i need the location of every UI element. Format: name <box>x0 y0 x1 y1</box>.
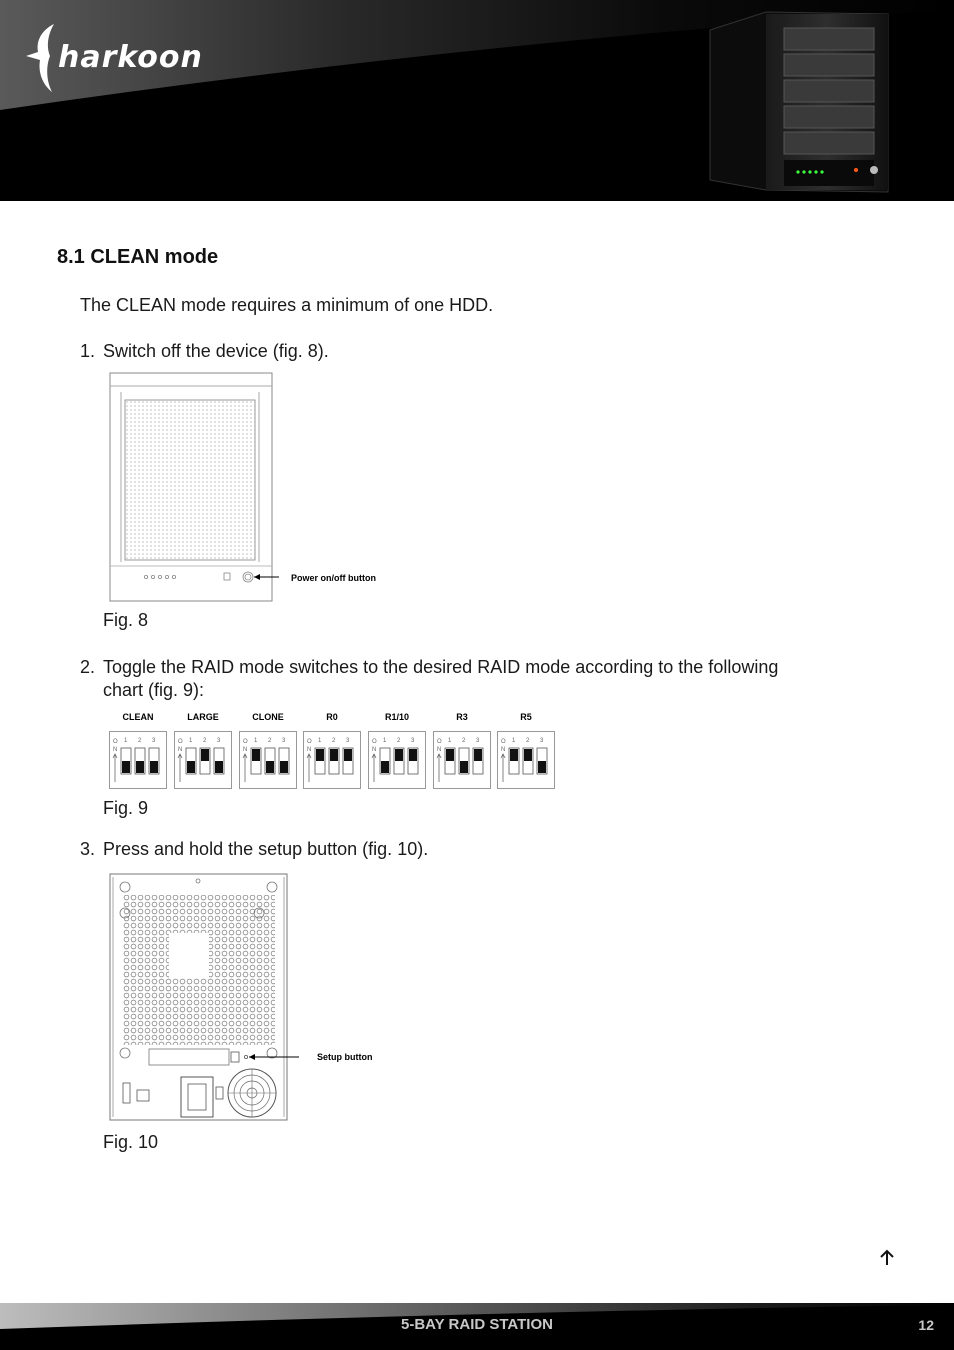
dip-switch-lever <box>280 761 288 773</box>
raid-mode-label: CLEAN <box>122 712 154 722</box>
back-to-top-arrow-icon[interactable] <box>877 1248 897 1268</box>
switch-number: 2 <box>462 738 466 744</box>
on-marker: O <box>243 739 248 745</box>
dip-switch-lever <box>201 749 209 761</box>
on-direction-arrow-icon <box>437 754 441 782</box>
on-marker: O <box>113 739 118 745</box>
on-direction-arrow-icon <box>243 754 247 782</box>
switch-number: 3 <box>152 738 156 744</box>
on-direction-arrow-icon <box>113 754 117 782</box>
on-direction-arrow-icon <box>501 754 505 782</box>
dip-switch-box <box>497 731 555 789</box>
power-button-callout: Power on/off button <box>291 573 376 583</box>
switch-number: 1 <box>383 738 387 744</box>
on-marker: N <box>307 747 312 753</box>
raid-station-product-image <box>706 10 892 196</box>
on-marker: O <box>501 739 506 745</box>
step-text: Press and hold the setup button (fig. 10). <box>103 839 429 859</box>
step-2 <box>80 656 803 702</box>
footer-product-title: 5-BAY RAID STATION <box>401 1316 553 1333</box>
on-direction-arrow-icon <box>178 754 182 782</box>
dip-switch-lever <box>524 749 532 761</box>
page-number: 12 <box>918 1317 934 1333</box>
figure-9-caption: Fig. 9 <box>103 798 149 818</box>
on-marker: N <box>501 747 506 753</box>
on-marker: N <box>243 747 248 753</box>
on-marker: O <box>437 739 442 745</box>
dip-switch-lever <box>381 761 389 773</box>
dip-switch-box <box>303 731 361 789</box>
dip-switch-lever <box>266 761 274 773</box>
switch-number: 3 <box>540 738 544 744</box>
switch-number: 3 <box>282 738 286 744</box>
dip-switch-lever <box>510 749 518 761</box>
dip-switch-lever <box>215 761 223 773</box>
figure-10-device-rear <box>109 873 299 1123</box>
switch-number: 3 <box>346 738 350 744</box>
dip-switch-lever <box>122 761 130 773</box>
step-number: 1. <box>80 341 96 361</box>
dip-switch-box <box>239 731 297 789</box>
on-marker: N <box>178 747 183 753</box>
switch-number: 3 <box>217 738 221 744</box>
switch-number: 1 <box>189 738 193 744</box>
brand-wordmark: harkoon <box>58 40 203 75</box>
switch-number: 2 <box>397 738 401 744</box>
on-direction-arrow-icon <box>307 754 311 782</box>
switch-number: 3 <box>476 738 480 744</box>
figure-8-device-front <box>109 372 279 602</box>
intro-paragraph: The CLEAN mode requires a minimum of one HDD. <box>80 295 494 315</box>
figure-8-caption: Fig. 8 <box>103 610 149 630</box>
switch-number: 1 <box>254 738 258 744</box>
dip-switch-lever <box>460 761 468 773</box>
switch-number: 2 <box>203 738 207 744</box>
raid-mode-label: R1/10 <box>384 712 410 722</box>
dip-switch-lever <box>330 749 338 761</box>
dip-switch-box <box>368 731 426 789</box>
section-title: 8.1 CLEAN mode <box>57 246 219 268</box>
dip-switch-lever <box>316 749 324 761</box>
dip-switch-lever <box>252 749 260 761</box>
page-footer <box>0 1303 954 1350</box>
dip-switch-lever <box>395 749 403 761</box>
on-marker: N <box>113 747 118 753</box>
dip-switch-box <box>433 731 491 789</box>
switch-number: 1 <box>124 738 128 744</box>
step-text: Switch off the device (fig. 8). <box>103 341 329 361</box>
dip-switch-lever <box>136 761 144 773</box>
dip-switch-lever <box>187 761 195 773</box>
raid-mode-label: CLONE <box>252 712 284 722</box>
switch-number: 2 <box>268 738 272 744</box>
switch-number: 2 <box>526 738 530 744</box>
figure-10-caption: Fig. 10 <box>103 1132 159 1152</box>
dip-switch-lever <box>538 761 546 773</box>
switch-number: 2 <box>138 738 142 744</box>
raid-mode-label: LARGE <box>187 712 219 722</box>
step-3 <box>80 838 803 861</box>
raid-mode-label: R5 <box>520 712 532 722</box>
switch-number: 1 <box>318 738 322 744</box>
step-1 <box>80 340 803 363</box>
on-marker: O <box>372 739 377 745</box>
switch-number: 1 <box>448 738 452 744</box>
raid-mode-label: R3 <box>456 712 468 722</box>
dip-switch-lever <box>446 749 454 761</box>
on-marker: O <box>178 739 183 745</box>
dip-switch-box <box>174 731 232 789</box>
switch-number: 2 <box>332 738 336 744</box>
step-number: 2. <box>80 657 96 677</box>
raid-mode-label: R0 <box>326 712 338 722</box>
step-number: 3. <box>80 839 96 859</box>
switch-number: 3 <box>411 738 415 744</box>
step-text: Toggle the RAID mode switches to the desired RAID mode according to the following chart (fig. 9): <box>103 657 779 700</box>
on-marker: N <box>437 747 442 753</box>
on-direction-arrow-icon <box>372 754 376 782</box>
dip-switch-lever <box>409 749 417 761</box>
dip-switch-lever <box>474 749 482 761</box>
dip-switch-lever <box>150 761 158 773</box>
page-header <box>0 0 954 201</box>
dip-switch-box <box>109 731 167 789</box>
setup-button-callout: Setup button <box>317 1052 373 1062</box>
on-marker: O <box>307 739 312 745</box>
switch-number: 1 <box>512 738 516 744</box>
on-marker: N <box>372 747 377 753</box>
dip-switch-lever <box>344 749 352 761</box>
